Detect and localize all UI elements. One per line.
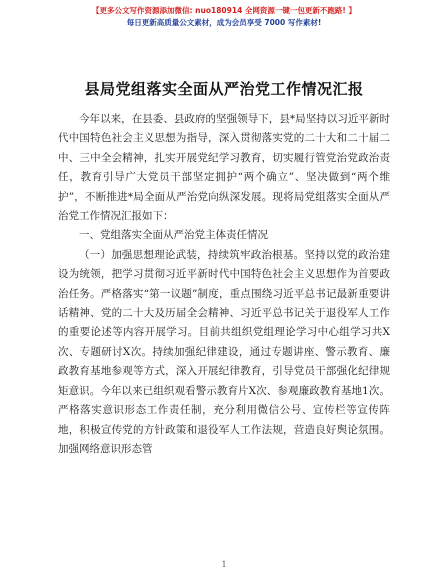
document-body xyxy=(58,110,390,459)
page-number: 1 xyxy=(221,560,227,569)
promo-banner-line-1: 【更多公文写作资源添加微信: nuo180914 全网资源一键一包更新不跑路! 】 xyxy=(92,6,356,15)
body-paragraph-2: （一）加强思想理论武装，持续筑牢政治根基。坚持以党的政治建设为统领，把学习贯彻习近平新时代中国特色社会主义思想作为首要政治任务。严格落实“第一议题”制度，重点围绕习近平总书记最新重要讲话精神、党的二十大及历届全会精神、习近平总书记关于退役军人工作的重要论述等内容开展学习。目前共组织党组理论学习中心组学习共X次、专题研讨X次。持续加强纪律建设，通过专题讲座、警示教育、廉政教育基地参观等方式，深入开展纪律教育，引导党员干部强化纪律规矩意识。今年以来已组织观看警示教育片X次、参观廉政教育基地1次。严格落实意识形态工作责任制，充分利用微信公号、宣传栏等宣传阵地，积极宣传党的方针政策和退役军人工作法规，营造良好舆论氛围。加强网络意识形态管 xyxy=(58,248,390,455)
document-title: 县局党组落实全面从严治党工作情况汇报 xyxy=(84,80,364,98)
intro-paragraph: 今年以来，在县委、县政府的坚强领导下，县*局坚持以习近平新时代中国特色社会主义思想为指导，深入贯彻落实党的二十大和二十届二中、三中全会精神，扎实开展党纪学习教育，切实履行管党治党政治责任，教育引导广大党员干部坚定拥护“两个确立”、坚决做到“两个维护”，不断推进*局全面从严治党向纵深发展。现将局党组落实全面从严治党工作情况汇报如下： xyxy=(58,113,390,223)
promo-banner xyxy=(0,4,448,29)
promo-banner-line-2: 每日更新高质量公文素材，成为会员享受 7000 写作素材! xyxy=(126,18,322,27)
section-heading-1: 一、党组落实全面从严治党主体责任情况 xyxy=(79,229,268,242)
